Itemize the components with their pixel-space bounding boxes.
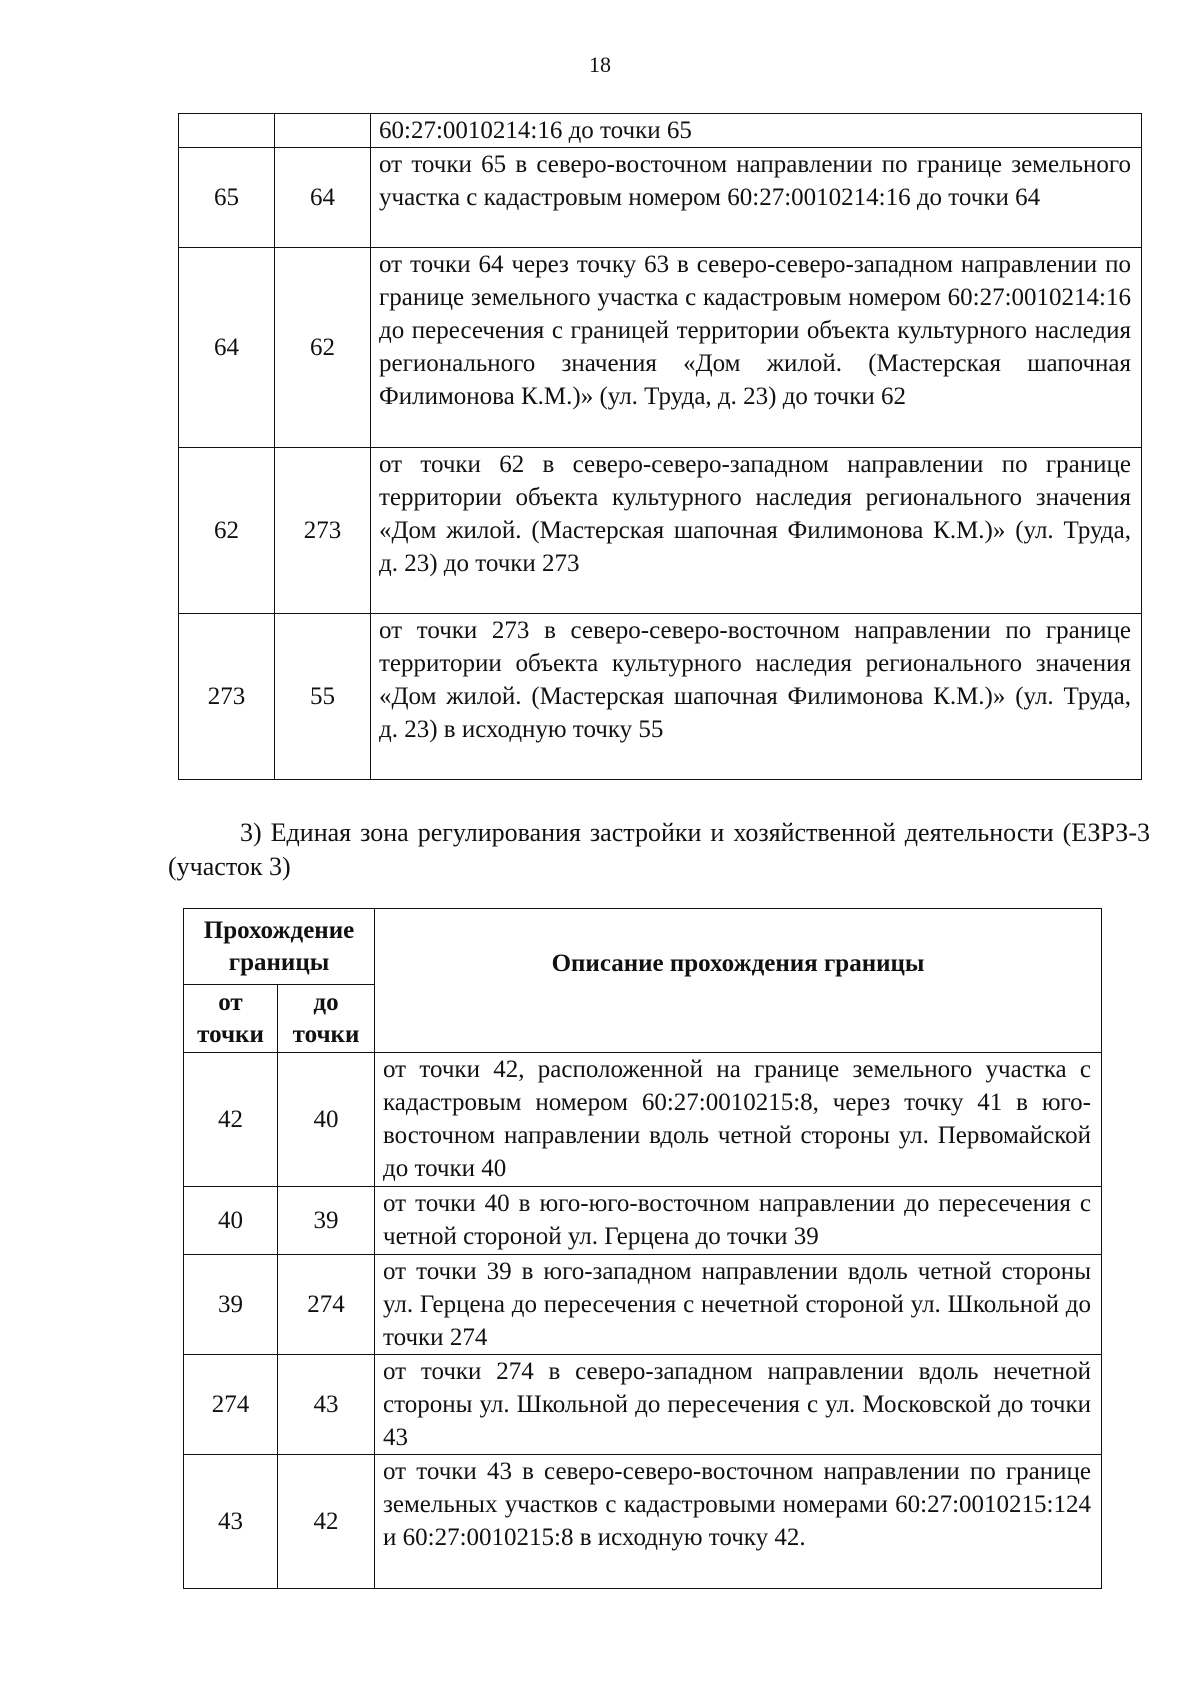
to-point-cell: 274 <box>278 1255 375 1355</box>
header-row <box>184 909 1102 985</box>
to-point-cell: 273 <box>275 448 371 614</box>
from-point-cell: 62 <box>179 448 275 614</box>
table-row <box>184 1187 1102 1255</box>
header-to-point: до точки <box>278 985 375 1053</box>
table-row <box>184 1455 1102 1589</box>
from-point-cell: 40 <box>184 1187 278 1255</box>
description-cell: 60:27:0010214:16 до точки 65 <box>371 114 1142 148</box>
description-cell: от точки 62 в северо-северо-западном направлении по границе территории объекта культурного наследия регионального значения «Дом жилой. (Мастерская шапочная Филимонова К.М.)» (ул. Труда, д. 23) до точки 273 <box>371 448 1142 614</box>
table-row <box>179 614 1142 780</box>
to-point-cell: 42 <box>278 1455 375 1589</box>
from-point-cell: 64 <box>179 248 275 448</box>
to-point-cell: 55 <box>275 614 371 780</box>
header-passage: Прохождение границы <box>184 909 375 985</box>
header-description: Описание прохождения границы <box>375 909 1102 1053</box>
section-heading: 3) Единая зона регулирования застройки и хозяйственной деятельности (ЕЗРЗ-3 (участок 3) <box>168 818 1150 881</box>
table-row <box>179 448 1142 614</box>
description-cell: от точки 273 в северо-северо-восточном направлении по границе территории объекта культурного наследия регионального значения «Дом жилой. (Мастерская шапочная Филимонова К.М.)» (ул. Труда, д. 23) в исходную точку 55 <box>371 614 1142 780</box>
description-cell: от точки 64 через точку 63 в северо-северо-западном направлении по границе земельного участка с кадастровым номером 60:27:0010214:16 до пересечения с границей территории объекта культурного наследия регионального значения «Дом жилой. (Мастерская шапочная Филимонова К.М.)» (ул. Труда, д. 23) до точки 62 <box>371 248 1142 448</box>
to-point-cell: 40 <box>278 1053 375 1187</box>
to-point-cell: 64 <box>275 148 371 248</box>
table-row <box>179 248 1142 448</box>
table-row <box>184 1255 1102 1355</box>
description-cell: от точки 43 в северо-северо-восточном направлении по границе земельных участков с кадастровыми номерами 60:27:0010215:124 и 60:27:0010215:8 в исходную точку 42. <box>375 1455 1102 1589</box>
description-cell: от точки 65 в северо-восточном направлении по границе земельного участка с кадастровым номером 60:27:0010214:16 до точки 64 <box>371 148 1142 248</box>
description-cell: от точки 40 в юго-юго-восточном направлении до пересечения с четной стороной ул. Герцена до точки 39 <box>375 1187 1102 1255</box>
to-point-cell <box>275 114 371 148</box>
from-point-cell: 42 <box>184 1053 278 1187</box>
from-point-cell: 39 <box>184 1255 278 1355</box>
from-point-cell: 65 <box>179 148 275 248</box>
page-number: 18 <box>589 52 611 77</box>
from-point-cell: 274 <box>184 1355 278 1455</box>
to-point-cell: 43 <box>278 1355 375 1455</box>
table-row <box>179 114 1142 148</box>
table-row <box>184 1355 1102 1455</box>
description-cell: от точки 42, расположенной на границе земельного участка с кадастровым номером 60:27:0010215:8, через точку 41 в юго-восточном направлении вдоль четной стороны ул. Первомайской до точки 40 <box>375 1053 1102 1187</box>
boundary-table-continued <box>178 113 1142 780</box>
to-point-cell: 39 <box>278 1187 375 1255</box>
to-point-cell: 62 <box>275 248 371 448</box>
from-point-cell: 273 <box>179 614 275 780</box>
boundary-table-ezrz3 <box>183 908 1102 1589</box>
table-row <box>184 1053 1102 1187</box>
description-cell: от точки 39 в юго-западном направлении вдоль четной стороны ул. Герцена до пересечения с нечетной стороной ул. Школьной до точки 274 <box>375 1255 1102 1355</box>
from-point-cell: 43 <box>184 1455 278 1589</box>
description-cell: от точки 274 в северо-западном направлении вдоль нечетной стороны ул. Школьной до пересечения с ул. Московской до точки 43 <box>375 1355 1102 1455</box>
header-from-point: от точки <box>184 985 278 1053</box>
table-row <box>179 148 1142 248</box>
from-point-cell <box>179 114 275 148</box>
